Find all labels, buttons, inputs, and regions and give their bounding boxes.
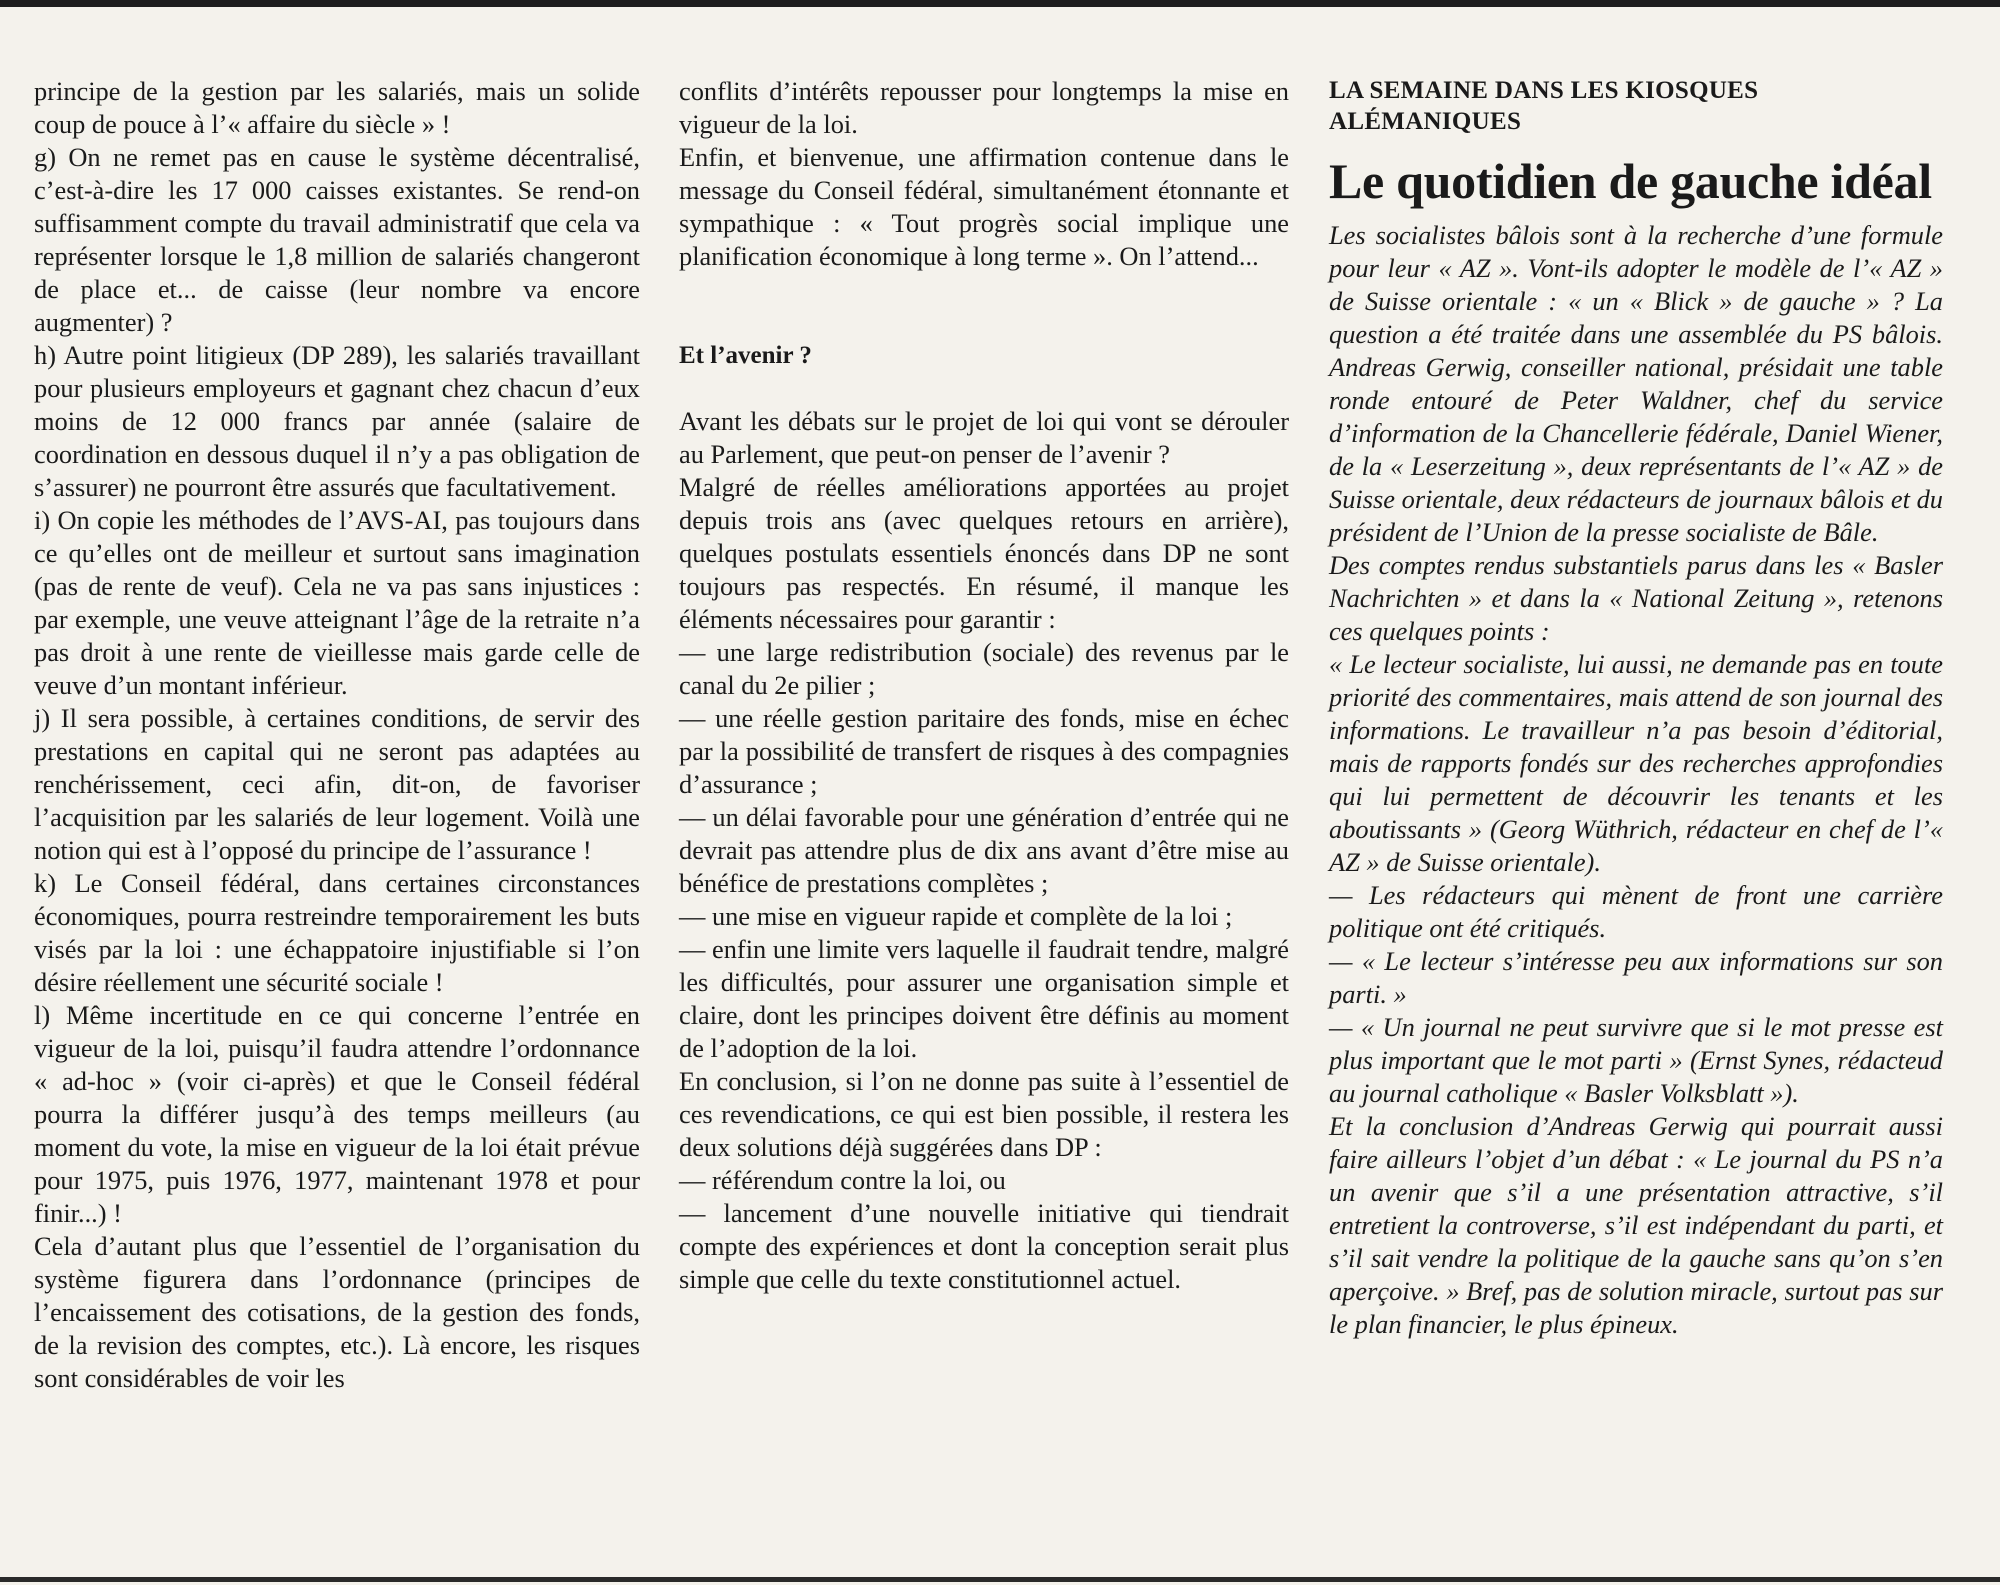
column-2 <box>679 75 1289 1296</box>
list-item: — référendum contre la loi, ou <box>679 1165 1006 1195</box>
list-item: — « Un journal ne peut survivre que si le mot presse est plus important que le mot parti » (Ernst Synes, rédacteud au journal catholique « Basler Volksblatt »). <box>1329 1012 1943 1108</box>
paragraph: Les socialistes bâlois sont à la recherche d’une formule pour leur « AZ ». Vont-ils adopter le modèle de l’« AZ » de Suisse orientale : « un « Blick » de gauche » ? La question a été traitée dans une assemblée du PS bâlois. Andreas Gerwig, conseiller national, présidait une table ronde entouré de Peter Waldner, chef du service d’information de la Chancellerie fédérale, Daniel Wiener, de la « Leserzeitung », deux représentants de l’« AZ » de Suisse orientale, deux rédacteurs de journaux bâlois et du président de l’Union de la presse socialiste de Bâle. <box>1329 220 1943 547</box>
paragraph: h) Autre point litigieux (DP 289), les salariés travaillant pour plusieurs employeurs et gagnant chez chacun d’eux moins de 12 000 francs par année (salaire de coordination en dessous duquel il n’y a pas obligation de s’assurer) ne pourront être assurés que facultativement. <box>34 340 640 502</box>
paragraph: k) Le Conseil fédéral, dans certaines circonstances économiques, pourra restreindre temporairement les buts visés par la loi : une échappatoire injustifiable si l’on désire réellement une sécurité sociale ! <box>34 868 640 997</box>
paragraph: Avant les débats sur le projet de loi qui vont se dérouler au Parlement, que peut-on penser de l’avenir ? <box>679 406 1289 469</box>
paragraph: g) On ne remet pas en cause le système décentralisé, c’est-à-dire les 17 000 caisses existantes. Se rend-on suffisamment compte du travail administratif que cela va représenter lorsque le 1,8 million de salariés changeront de place et... de caisse (leur nombre va encore augmenter) ? <box>34 142 640 337</box>
list-item: — Les rédacteurs qui mènent de front une carrière politique ont été critiqués. <box>1329 880 1943 943</box>
list-item: — enfin une limite vers laquelle il faudrait tendre, malgré les difficultés, pour assurer une organisation simple et claire, dont les principes doivent être définis au moment de l’adoption de la loi. <box>679 934 1289 1063</box>
quote-paragraph: « Le lecteur socialiste, lui aussi, ne demande pas en toute priorité des commentaires, mais attend de son journal des informations. Le travailleur n’a pas besoin d’éditorial, mais de rapports fondés sur des recherches approfondies qui lui permettent de découvrir les tenants et les aboutissants » (Georg Wüthrich, rédacteur en chef de l’« AZ » de Suisse orientale). <box>1329 649 1943 877</box>
paragraph: En conclusion, si l’on ne donne pas suite à l’essentiel de ces revendications, ce qui est bien possible, il restera les deux solutions déjà suggérées dans DP : <box>679 1066 1289 1162</box>
paragraph: conflits d’intérêts repousser pour longtemps la mise en vigueur de la loi. <box>679 76 1289 139</box>
list-item: — une réelle gestion paritaire des fonds, mise en échec par la possibilité de transfert de risques à des compagnies d’assurance ; <box>679 703 1289 799</box>
paragraph: j) Il sera possible, à certaines conditions, de servir des prestations en capital qui ne seront pas adaptées au renchérissement, ceci afin, dit-on, de favoriser l’acquisition par les salariés de leur logement. Voilà une notion qui est à l’opposé du principe de l’assurance ! <box>34 703 640 865</box>
paragraph: Cela d’autant plus que l’essentiel de l’organisation du système figurera dans l’ordonnance (principes de l’encaissement des cotisations, de la gestion des fonds, de la revision des comptes, etc.). Là encore, les risques sont considérables de voir les <box>34 1231 640 1393</box>
paragraph: Malgré de réelles améliorations apportées au projet depuis trois ans (avec quelques retours en arrière), quelques postulats essentiels énoncés dans DP ne sont toujours pas respectés. En résumé, il manque les éléments nécessaires pour garantir : <box>679 472 1289 634</box>
paragraph: l) Même incertitude en ce qui concerne l’entrée en vigueur de la loi, puisqu’il faudra attendre l’ordonnance « ad-hoc » (voir ci-après) et que le Conseil fédéral pourra la différer jusqu’à des temps meilleurs (au moment du vote, la mise en vigueur de la loi était prévue pour 1975, puis 1976, 1977, maintenant 1978 et pour finir...) ! <box>34 1000 640 1228</box>
list-item: — une large redistribution (sociale) des revenus par le canal du 2e pilier ; <box>679 637 1289 700</box>
list-item: — « Le lecteur s’intéresse peu aux informations sur son parti. » <box>1329 946 1943 1009</box>
paragraph: Enfin, et bienvenue, une affirmation contenue dans le message du Conseil fédéral, simultanément étonnante et sympathique : « Tout progrès social implique une planification économique à long terme ». On l’attend... <box>679 142 1289 271</box>
section-kicker: LA SEMAINE DANS LES KIOSQUES ALÉMANIQUES <box>1329 77 1759 135</box>
top-rule <box>0 0 2000 7</box>
column-1 <box>34 75 640 1395</box>
paragraph: Et la conclusion d’Andreas Gerwig qui pourrait aussi faire ailleurs l’objet d’un débat : « Le journal du PS n’a un avenir que s’il a une présentation attractive, s’il entretient la controverse, s’il est indépendant du parti, et s’il sait vendre la politique de la gauche sans qu’on s’en aperçoive. » Bref, pas de solution miracle, surtout pas sur le plan financier, le plus épineux. <box>1329 1111 1943 1339</box>
paragraph: principe de la gestion par les salariés, mais un solide coup de pouce à l’« affaire du siècle » ! <box>34 76 640 139</box>
bottom-rule <box>0 1577 2000 1582</box>
list-item: — lancement d’une nouvelle initiative qui tiendrait compte des expériences et dont la conception serait plus simple que celle du texte constitutionnel actuel. <box>679 1198 1289 1294</box>
list-item: — une mise en vigueur rapide et complète de la loi ; <box>679 901 1233 931</box>
paragraph: i) On copie les méthodes de l’AVS-AI, pas toujours dans ce qu’elles ont de meilleur et surtout sans imagination (pas de rente de veuf). Cela ne va pas sans injustices : par exemple, une veuve atteignant l’âge de la retraite n’a pas droit à une rente de vieillesse mais garde celle de veuve d’un montant inférieur. <box>34 505 640 700</box>
paragraph: Des comptes rendus substantiels parus dans les « Basler Nachrichten » et dans la « National Zeitung », retenons ces quelques points : <box>1329 550 1943 646</box>
spacer <box>679 372 1289 405</box>
article-headline: Le quotidien de gauche idéal <box>1329 153 1932 209</box>
spacer <box>679 273 1289 339</box>
section-subheading: Et l’avenir ? <box>679 342 812 369</box>
list-item: — un délai favorable pour une génération d’entrée qui ne devrait pas attendre plus de dix ans avant d’être mise au bénéfice de prestations complètes ; <box>679 802 1289 898</box>
column-3 <box>1329 75 1943 1341</box>
